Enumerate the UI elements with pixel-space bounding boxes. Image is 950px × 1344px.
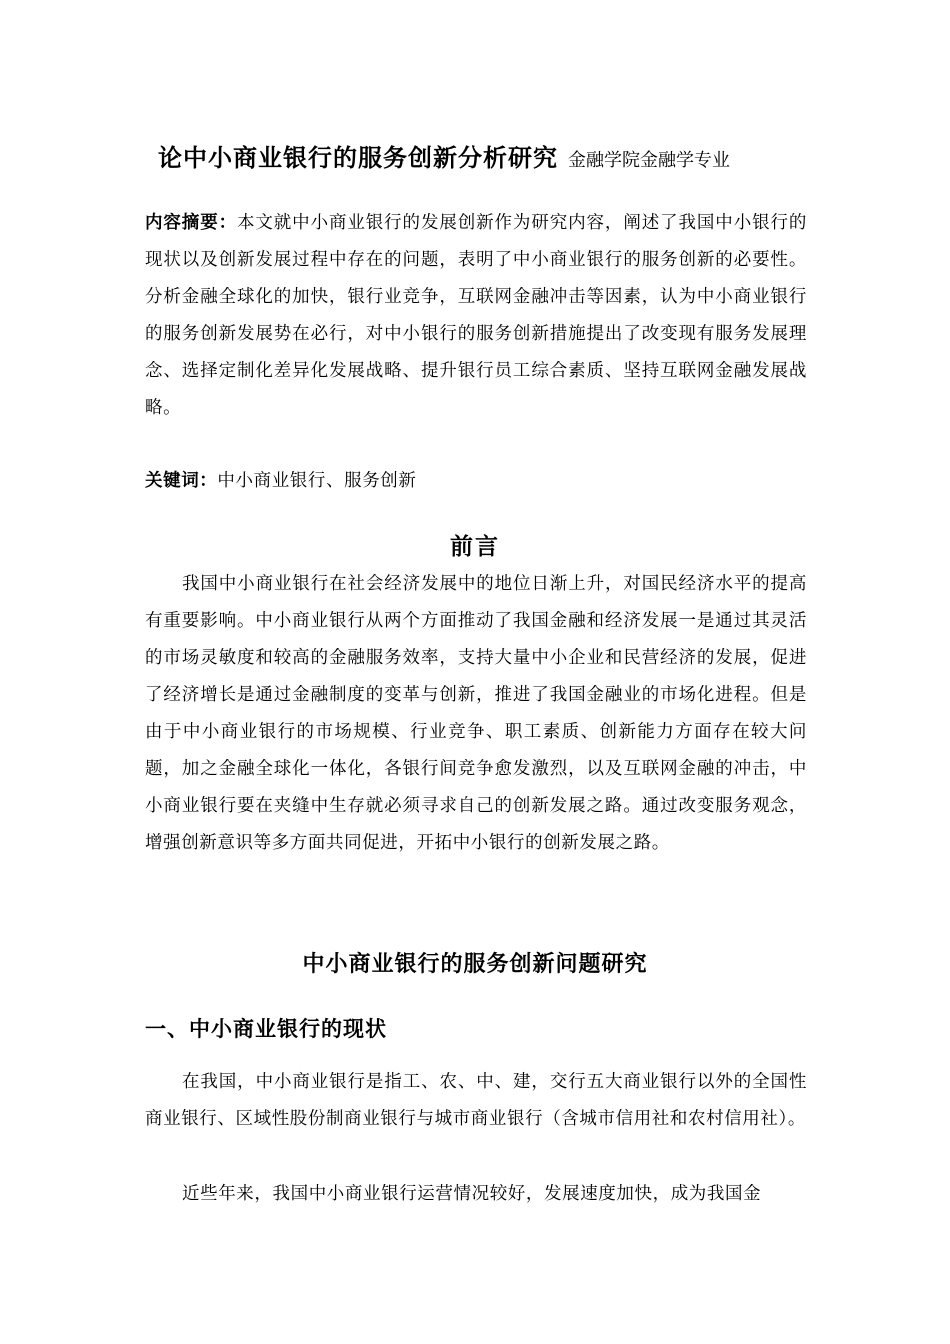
section-heading: 中小商业银行的服务创新问题研究 (302, 952, 648, 977)
body-paragraph-2: 近些年来，我国中小商业银行运营情况较好，发展速度加快，成为我国金 (182, 1184, 762, 1204)
paper-subtitle: 金融学院金融学专业 (568, 150, 730, 171)
preface-heading: 前言 (450, 534, 500, 560)
preface-paragraph: 我国中小商业银行在社会经济发展中的地位日渐上升，对国民经济水平的提高有重要影响。中小商业银行从两个方面推动了我国金融和经济发展一是通过其灵活的市场灵敏度和较高的金融服务效率，支持大量中小企业和民营经济的发展，促进了经济增长是通过金融制度的变革与创新，推进了我国金融业的市场化进程。但是由于中小商业银行的市场规模、行业竞争、职工素质、创新能力方面存在较大问题，加之金融全球化一体化，各银行间竞争愈发激烈，以及互联网金融的冲击，中小商业银行要在夹缝中生存就必须寻求自己的创新发展之路。通过改变服务观念，增强创新意识等多方面共同促进，开拓中小银行的创新发展之路。 (145, 574, 807, 853)
title-line (158, 138, 730, 173)
keywords-text: 中小商业银行、服务创新 (217, 471, 417, 491)
subsection-heading: 一、中小商业银行的现状 (145, 1017, 387, 1041)
paper-title: 论中小商业银行的服务创新分析研究 (158, 144, 558, 172)
abstract-text: 本文就中小商业银行的发展创新作为研究内容，阐述了我国中小银行的现状以及创新发展过程中存在的问题，表明了中小商业银行的服务创新的必要性。分析金融全球化的加快，银行业竞争，互联网金融冲击等因素，认为中小商业银行的服务创新发展势在必行，对中小银行的服务创新措施提出了改变现有服务发展理念、选择定制化差异化发展战略、提升银行员工综合素质、坚持互联网金融发展战略。 (145, 213, 807, 418)
keywords-label: 关键词： (145, 471, 218, 491)
abstract-label: 内容摘要： (145, 213, 237, 233)
keywords (145, 463, 807, 500)
body-paragraph-1: 在我国，中小商业银行是指工、农、中、建，交行五大商业银行以外的全国性商业银行、区域性股份制商业银行与城市商业银行（含城市信用社和农村信用社）。 (145, 1072, 807, 1129)
abstract (145, 205, 807, 427)
